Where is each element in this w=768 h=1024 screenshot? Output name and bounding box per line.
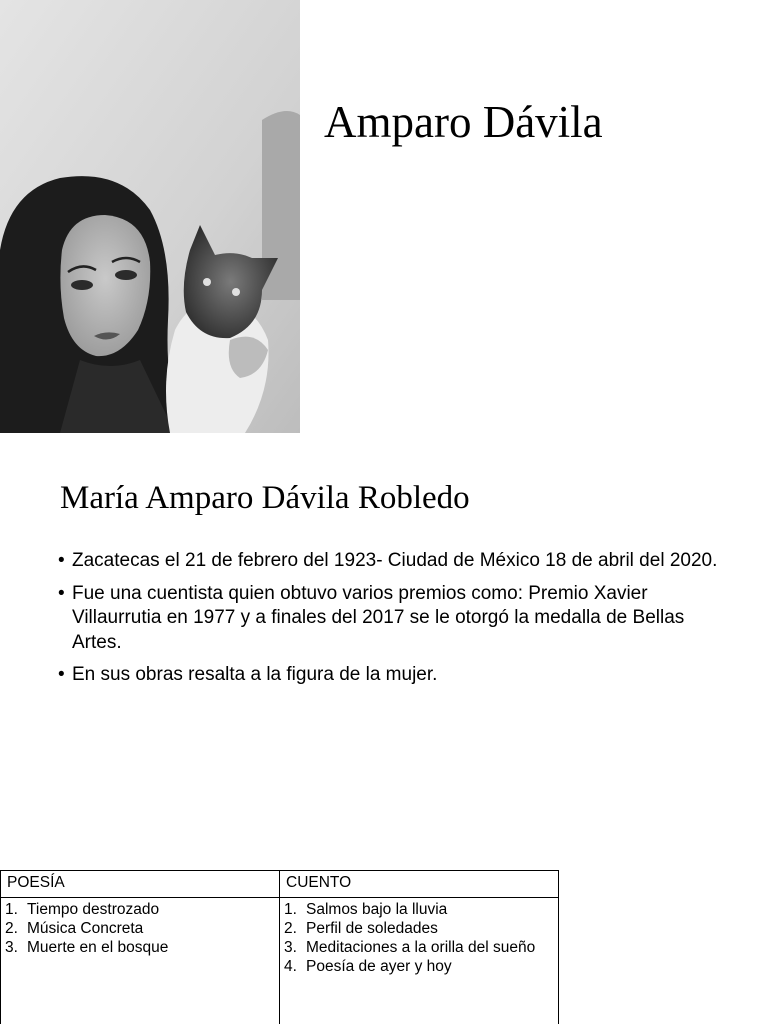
subtitle-full-name: María Amparo Dávila Robledo: [60, 480, 470, 516]
bullet-item: [58, 582, 718, 656]
list-text: Meditaciones a la orilla del sueño: [306, 939, 536, 956]
bullet-marker: •: [58, 550, 65, 571]
works-table: [0, 870, 559, 1024]
bullet-text: Fue una cuentista quien obtuvo varios premios como: Premio Xavier Villaurrutia en 1977 y a finales del 2017 se le otorgó la medalla de Bellas Artes.: [72, 582, 685, 653]
portrait-photo: [0, 0, 300, 433]
list-item: [5, 900, 275, 919]
table-row: [1, 898, 559, 1024]
poesia-list: [5, 900, 275, 957]
list-item: [284, 957, 554, 976]
list-text: Poesía de ayer y hoy: [306, 958, 452, 975]
list-text: Tiempo destrozado: [27, 901, 160, 918]
list-item: [284, 938, 554, 957]
cuento-list: [284, 900, 554, 976]
list-item: [5, 919, 275, 938]
bio-bullet-list: [58, 549, 718, 696]
bullet-marker: •: [58, 582, 65, 604]
poesia-cell: [1, 898, 280, 1024]
bullet-item: [58, 663, 718, 688]
header-cuento: CUENTO: [280, 871, 559, 898]
list-text: Salmos bajo la lluvia: [306, 901, 448, 918]
list-number: 2.: [284, 920, 297, 937]
bullet-text: En sus obras resalta a la figura de la mujer.: [72, 664, 438, 685]
bullet-item: [58, 549, 718, 574]
list-number: 1.: [284, 901, 297, 918]
cuento-cell: [280, 898, 559, 1024]
list-text: Muerte en el bosque: [27, 939, 169, 956]
header-poesia: POESÍA: [1, 871, 280, 898]
list-number: 2.: [5, 920, 18, 937]
bullet-marker: •: [58, 664, 65, 685]
list-item: [5, 938, 275, 957]
list-text: Perfil de soledades: [306, 920, 438, 937]
list-number: 3.: [5, 939, 18, 956]
table-header-row: [1, 871, 559, 898]
slide-title: Amparo Dávila: [324, 97, 603, 147]
list-item: [284, 919, 554, 938]
list-item: [284, 900, 554, 919]
list-number: 1.: [5, 901, 18, 918]
list-text: Música Concreta: [27, 920, 144, 937]
list-number: 3.: [284, 939, 297, 956]
bullet-text: Zacatecas el 21 de febrero del 1923- Ciudad de México 18 de abril del 2020.: [72, 550, 718, 571]
portrait-image: [0, 0, 300, 433]
list-number: 4.: [284, 958, 297, 975]
